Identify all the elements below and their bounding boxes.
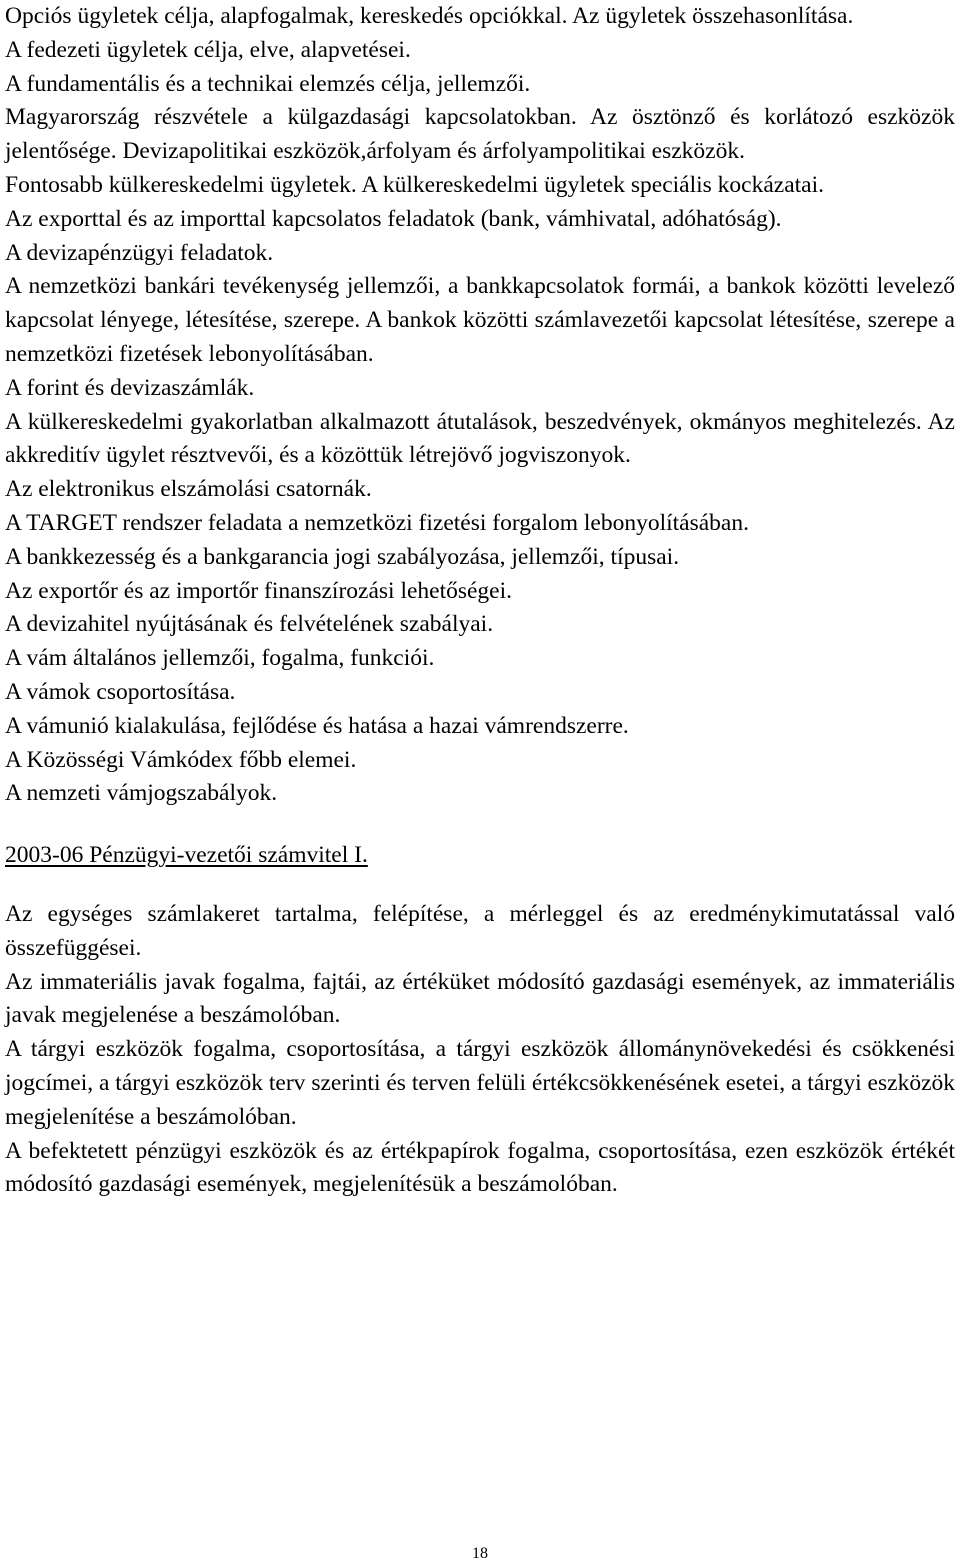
topic-paragraph: Fontosabb külkereskedelmi ügyletek. A külkereskedelmi ügyletek speciális kockázatai. — [5, 171, 825, 198]
topic-paragraph: A nemzetközi bankári tevékenység jellemzői, a bankkapcsolatok formái, a bankok közötti levelező kapcsolat lényege, létesítése, szerepe. A bankok közötti számlavezetői kapcsolat létesítése, szerepe a nemzetközi fizetések lebonyolításában. — [5, 273, 955, 367]
topic-paragraph: A Közösségi Vámkódex főbb elemei. — [5, 746, 357, 773]
topic-paragraph: Az exporttal és az importtal kapcsolatos feladatok (bank, vámhivatal, adóhatóság). — [5, 205, 782, 232]
document-page — [5, 0, 955, 1202]
topic-paragraph: Magyarország részvétele a külgazdasági kapcsolatokban. Az ösztönző és korlátozó eszközök jelentősége. Devizapolitikai eszközök,árfolyam és árfolyampolitikai eszközök. — [5, 104, 955, 165]
topic-paragraph: A fundamentális és a technikai elemzés célja, jellemzői. — [5, 70, 531, 97]
topic-paragraph: A vámok csoportosítása. — [5, 678, 236, 705]
topic-paragraph: A nemzeti vámjogszabályok. — [5, 780, 278, 807]
topic-paragraph: A fedezeti ügyletek célja, elve, alapvetései. — [5, 36, 411, 63]
topic-paragraph: Az elektronikus elszámolási csatornák. — [5, 476, 372, 503]
topic-paragraph: Az exportőr és az importőr finanszírozási lehetőségei. — [5, 577, 513, 604]
page-number: 18 — [472, 1545, 488, 1562]
topic-paragraph: A tárgyi eszközök fogalma, csoportosítása, a tárgyi eszközök állománynövekedési és csökkenési jogcímei, a tárgyi eszközök terv szerinti és terven felüli értékcsökkenésének esetei, a tárgyi eszközök megjelenítése a beszámolóban. — [5, 1036, 955, 1130]
topic-paragraph: A devizapénzügyi feladatok. — [5, 239, 274, 266]
topic-paragraph: Az egységes számlakeret tartalma, felépítése, a mérleggel és az eredménykimutatással való összefüggései. — [5, 900, 955, 961]
topic-paragraph: A vámunió kialakulása, fejlődése és hatása a hazai vámrendszerre. — [5, 712, 629, 739]
section-heading: 2003-06 Pénzügyi-vezetői számvitel I. — [5, 842, 368, 869]
accounting-topic-section — [5, 898, 955, 1202]
topic-paragraph: Opciós ügyletek célja, alapfogalmak, kereskedés opciókkal. Az ügyletek összehasonlítása. — [5, 3, 854, 29]
topic-paragraph: A bankkezesség és a bankgarancia jogi szabályozása, jellemzői, típusai. — [5, 543, 680, 570]
topic-list-section — [5, 0, 955, 811]
topic-paragraph: A külkereskedelmi gyakorlatban alkalmazott átutalások, beszedvények, okmányos meghitelezés. Az akkreditív ügylet résztvevői, és a közöttük létrejövő jogviszonyok. — [5, 408, 955, 469]
topic-paragraph: A befektetett pénzügyi eszközök és az értékpapírok fogalma, csoportosítása, ezen eszközök értékét módosító gazdasági események, megjelenítésük a beszámolóban. — [5, 1137, 955, 1198]
topic-paragraph: A TARGET rendszer feladata a nemzetközi fizetési forgalom lebonyolításában. — [5, 509, 749, 536]
topic-paragraph: A vám általános jellemzői, fogalma, funkciói. — [5, 645, 435, 672]
topic-paragraph: A devizahitel nyújtásának és felvételének szabályai. — [5, 611, 494, 638]
topic-paragraph: A forint és devizaszámlák. — [5, 374, 255, 401]
topic-paragraph: Az immateriális javak fogalma, fajtái, az értéküket módosító gazdasági események, az immateriális javak megjelenése a beszámolóban. — [5, 968, 955, 1029]
